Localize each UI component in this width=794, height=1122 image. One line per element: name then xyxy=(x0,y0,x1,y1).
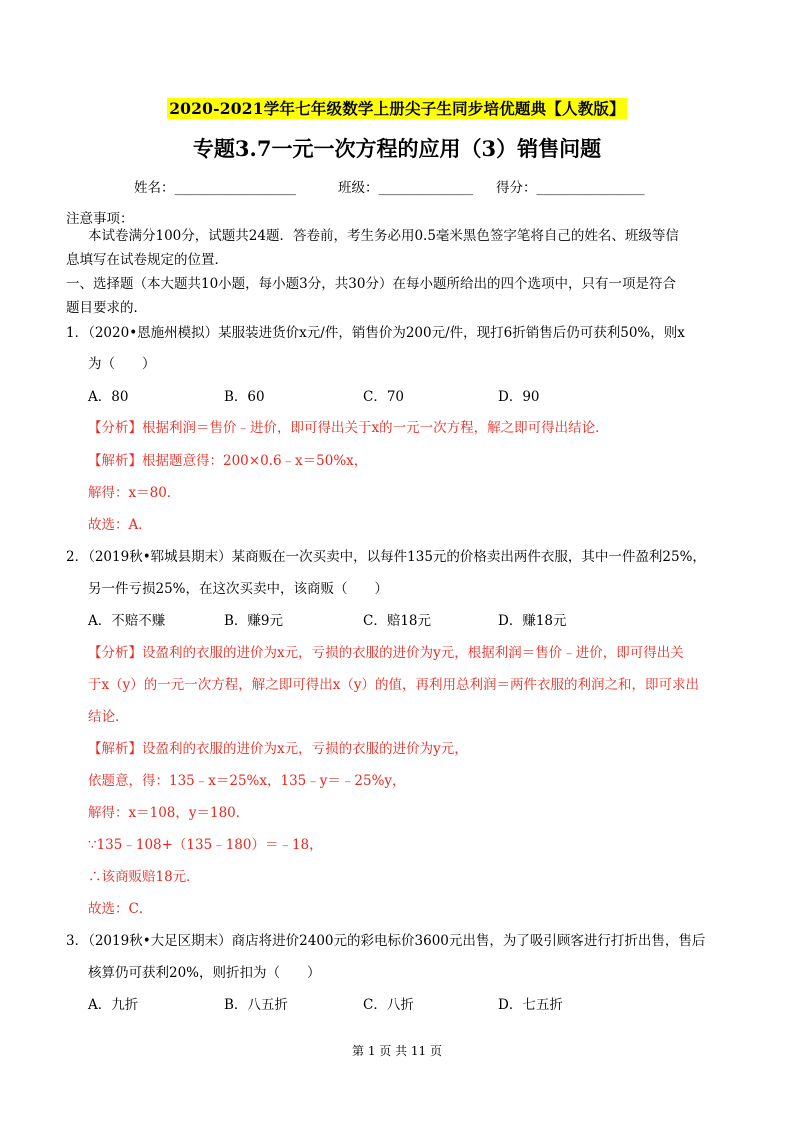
page-title: 专题3.7一元一次方程的应用（3）销售问题 xyxy=(192,136,602,161)
q2-analysis-2: 于x（y）的一元一次方程，解之即可得出x（y）的值，再利用总利润＝两件衣服的利润之和，即可求出 xyxy=(88,677,699,693)
q1-analysis-tag: 【分析】 xyxy=(88,420,142,436)
q3-choice-b: B．八五折 xyxy=(224,997,288,1013)
banner xyxy=(0,97,794,119)
score-field: 得分：________________ xyxy=(496,180,645,196)
q1-choice-a: A．80 xyxy=(88,389,129,405)
q2-solution-tag: 【解析】 xyxy=(88,741,142,757)
class-field: 班级：______________ xyxy=(338,180,473,196)
notice-text-2: 息填写在试卷规定的位置． xyxy=(66,252,228,268)
q2-solution-text: 设盈利的衣服的进价为x元，亏损的衣服的进价为y元， xyxy=(142,741,468,757)
q2-solution xyxy=(88,737,468,757)
q1-stem-1: 1．（2020•恩施州模拟）某服装进货价x元/件，销售价为200元/件，现打6折销售后仍可获利50%，则x xyxy=(66,325,685,341)
q3-stem-2: 核算仍可获利20%，则折扣为（ ） xyxy=(88,965,321,981)
page-footer: 第 1 页 共 11 页 xyxy=(352,1044,442,1058)
q1-stem-2: 为（ ） xyxy=(88,356,156,372)
notice-text-1: 本试卷满分100分，试题共24题．答卷前，考生务必用0.5毫米黑色签字笔将自己的姓名、班级等信 xyxy=(88,228,679,244)
banner-text: 2020-2021学年七年级数学上册尖子生同步培优题典【人教版】 xyxy=(169,99,625,118)
q3-stem-1: 3．（2019秋•大足区期末）商店将进价2400元的彩电标价3600元出售，为了吸引顾客进行打折出售，售后 xyxy=(66,933,706,949)
q1-answer: 故选：A． xyxy=(88,517,152,533)
q2-answer: 故选：C． xyxy=(88,901,153,917)
q1-solution-tag: 【解析】 xyxy=(88,453,142,469)
q1-analysis-text: 根据利润＝售价﹣进价，即可得出关于x的一元一次方程，解之即可得出结论． xyxy=(142,420,609,436)
q2-analysis-1 xyxy=(88,641,684,661)
q1-choice-c: C．70 xyxy=(363,389,405,405)
q3-choice-c: C．八折 xyxy=(363,997,414,1013)
q1-choice-d: D．90 xyxy=(498,389,540,405)
q1-solution xyxy=(88,449,367,469)
notice-heading: 注意事项： xyxy=(66,211,134,227)
q2-analysis-tag: 【分析】 xyxy=(88,645,142,661)
q2-choice-d: D．赚18元 xyxy=(498,613,567,629)
q2-step-3: ∵135﹣108+（135﹣180）＝﹣18， xyxy=(88,837,323,853)
q1-step-1: 解得：x＝80． xyxy=(88,485,181,501)
q2-stem-2: 另一件亏损25%，在这次买卖中，该商贩（ ） xyxy=(88,581,389,597)
q2-choice-c: C．赔18元 xyxy=(363,613,432,629)
q2-step-1: 依题意，得：135﹣x＝25%x，135﹣y＝﹣25%y， xyxy=(88,773,406,789)
q3-choice-d: D．七五折 xyxy=(498,997,563,1013)
section-heading-2: 题目要求的． xyxy=(66,300,147,316)
q2-analysis-3: 结论． xyxy=(88,709,129,725)
q2-choice-b: B．赚9元 xyxy=(224,613,284,629)
q1-choice-b: B．60 xyxy=(224,389,265,405)
q2-step-2: 解得：x＝108，y＝180． xyxy=(88,805,250,821)
section-heading-1: 一、选择题（本大题共10小题，每小题3分，共30分）在每小题所给出的四个选项中，只有一项是符合 xyxy=(66,276,676,292)
q2-analysis-text-1: 设盈利的衣服的进价为x元，亏损的衣服的进价为y元，根据利润＝售价﹣进价，即可得出关 xyxy=(142,645,684,661)
q1-analysis xyxy=(88,416,609,436)
q2-step-4: ∴该商贩赔18元． xyxy=(88,869,200,885)
q1-solution-text: 根据题意得：200×0.6﹣x＝50%x， xyxy=(142,453,368,469)
q2-stem-1: 2．（2019秋•郓城县期末）某商贩在一次买卖中，以每件135元的价格卖出两件衣服，其中一件盈利25%， xyxy=(66,549,706,565)
q3-choice-a: A．九折 xyxy=(88,997,139,1013)
name-field: 姓名：__________________ xyxy=(134,180,296,196)
q2-choice-a: A．不赔不赚 xyxy=(88,613,166,629)
